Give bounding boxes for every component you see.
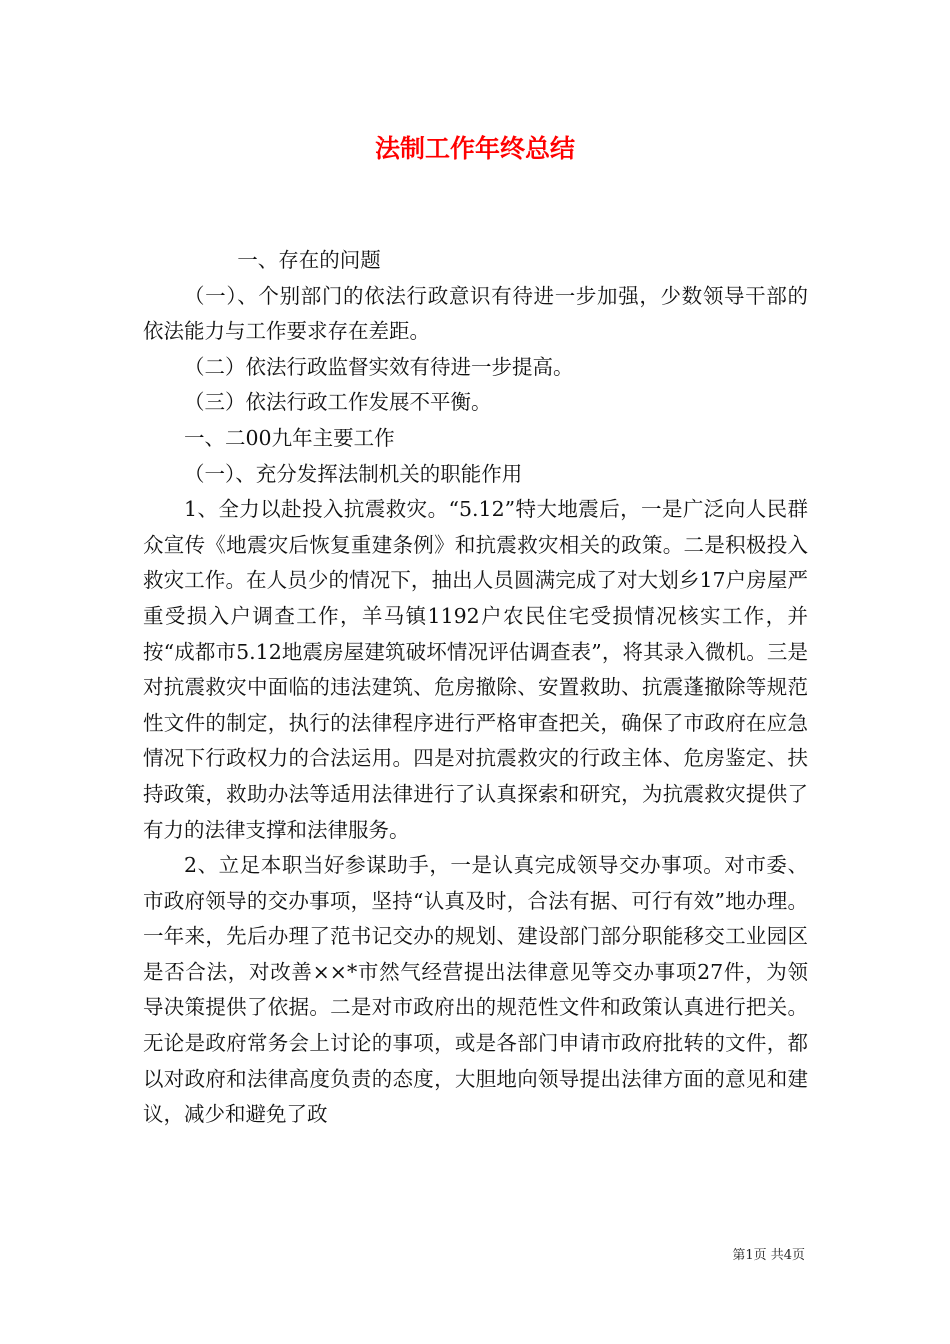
paragraph-advisory-role: 2、立足本职当好参谋助手，一是认真完成领导交办事项。对市委、市政府领导的交办事项，坚持“认真及时，合法有据、可行有效”地办理。一年来，先后办理了范书记交办的规划、建设部门部分职能移交工业园区是否合法，对改善××*市然气经营提出法律意见等交办事项27件，为领导决策提供了依据。二是对市政府出的规范性文件和政策认真进行把关。无论是政府常务会上讨论的事项，或是各部门申请市政府批转的文件，都以对政府和法律高度负责的态度，大胆地向领导提出法律方面的意见和建议，减少和避免了政 [143,853,808,1127]
page-number: 第1页 共4页 [732,1248,805,1263]
document-body [143,243,808,1133]
paragraph-problem-3: （三）依法行政工作发展不平衡。 [184,390,492,415]
section-heading-problems: 一、存在的问题 [237,248,381,272]
document-title: 法制工作年终总结 [374,134,575,163]
paragraph-problem-1: （一）、个别部门的依法行政意识有待进一步加强，少数领导干部的依法能力与工作要求存在差距。 [143,283,808,344]
paragraph-problem-2: （二）依法行政监督实效有待进一步提高。 [184,354,574,379]
section-heading-main-work: 一、二00九年主要工作 [184,425,395,450]
subsection-heading-legal-functions: （一）、充分发挥法制机关的职能作用 [184,461,523,486]
paragraph-earthquake-relief: 1、全力以赴投入抗震救灾。“5.12”特大地震后，一是广泛向人民群众宣传《地震灾后恢复重建条例》和抗震救灾相关的政策。二是积极投入救灾工作。在人员少的情况下，抽出人员圆满完成了对大划乡17户房屋严重受损入户调查工作，羊马镇1192户农民住宅受损情况核实工作，并按“成都市5.12地震房屋建筑破坏情况评估调查表”，将其录入微机。三是对抗震救灾中面临的违法建筑、危房撤除、安置救助、抗震蓬撤除等规范性文件的制定，执行的法律程序进行严格审查把关，确保了市政府在应急情况下行政权力的合法运用。四是对抗震救灾的行政主体、危房鉴定、扶持政策，救助办法等适用法律进行了认真探索和研究，为抗震救灾提供了有力的法律支撑和法律服务。 [143,497,808,842]
